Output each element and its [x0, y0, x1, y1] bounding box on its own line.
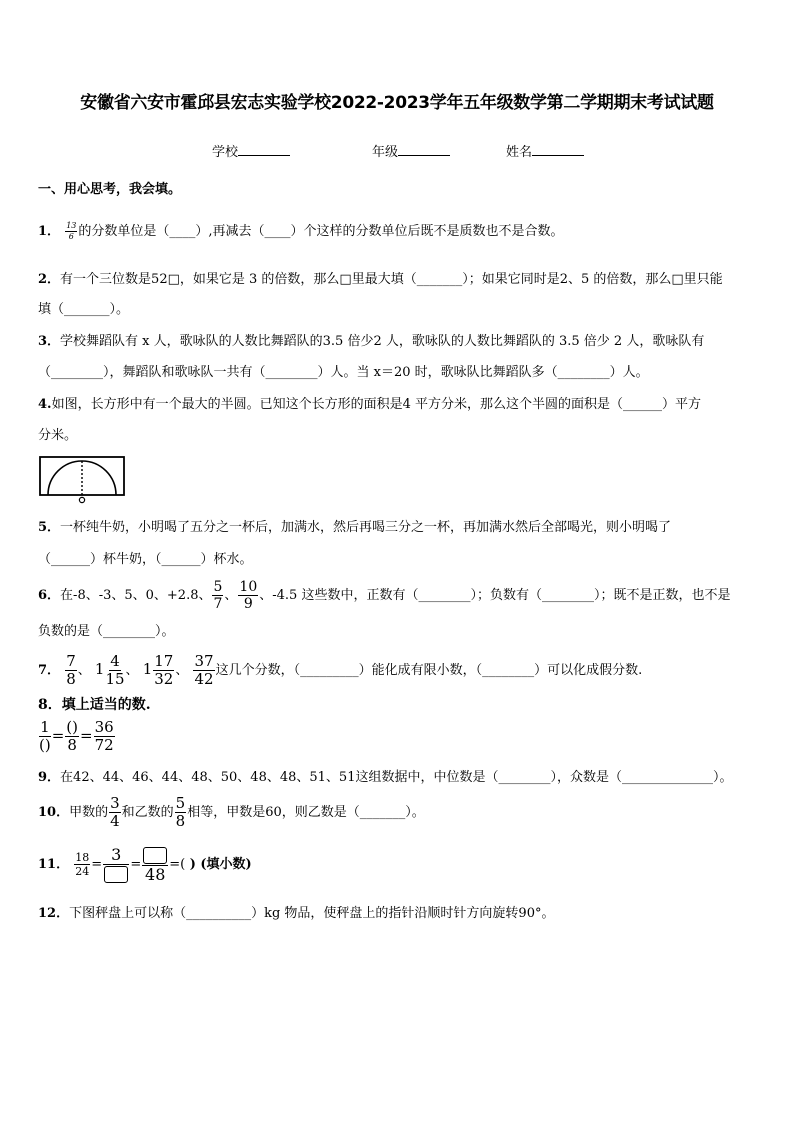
school-label: 学校: [212, 145, 239, 160]
question-2: [38, 272, 723, 288]
name-label: 姓名: [506, 145, 533, 160]
question-text: 甲数的: [69, 805, 109, 820]
school-blank[interactable]: [238, 143, 290, 156]
question-number: 7．: [38, 663, 61, 678]
question-number: 9．: [38, 770, 61, 785]
fraction: $\frac{18}{24}$: [75, 851, 90, 878]
question-text: 在-8、-3、5、0、+2.8、: [60, 588, 212, 603]
question-number: 8．: [38, 697, 62, 713]
question-text: 这几个分数，（_________）能化成有限小数，（________）可以化成假分数.: [215, 663, 643, 678]
separator: 、: [125, 663, 139, 678]
center-point: [79, 497, 84, 502]
fraction: $\frac{17}{32}$: [154, 652, 174, 688]
question-6: [38, 580, 730, 611]
fraction: $\frac{13}{6}$: [66, 221, 77, 241]
question-text: 填上适当的数.: [61, 697, 151, 713]
question-text: 的分数单位是（____）,再减去（____）个这样的分数单位后既不是质数也不是合数。: [78, 224, 564, 239]
question-12: [38, 906, 554, 922]
question-text: ) (填小数): [185, 857, 252, 872]
question-text: 一杯纯牛奶，小明喝了五分之一杯后，加满水，然后再喝三分之一杯，再加满水然后全部喝光，则小明喝了: [60, 520, 672, 535]
question-text: 下图秤盘上可以称（__________）kg 物品，使秤盘上的指针沿顺时针方向旋转90°。: [69, 906, 555, 921]
page-title: 安徽省六安市霍邱县宏志实验学校2022-2023学年五年级数学第二学期期末考试试题: [80, 93, 714, 113]
equals-sign: =(: [169, 857, 186, 872]
semicircle-in-rectangle-figure: [38, 455, 128, 507]
separator: 、: [224, 588, 238, 603]
fraction: $\frac{7}{8}$: [66, 652, 76, 688]
question-number: 5．: [38, 520, 61, 535]
fraction: $\frac{10}{9}$: [239, 579, 258, 612]
question-text: 学校舞蹈队有 x 人，歌咏队的人数比舞蹈队的3.5 倍少2 人，歌咏队的人数比舞蹈队的 3.5 倍少 2 人，歌咏队有: [60, 334, 705, 349]
mixed-whole: 1: [94, 660, 105, 678]
grade-field: [372, 141, 450, 160]
school-field: [212, 141, 290, 160]
fraction: $\frac{1}{()}$: [39, 718, 51, 754]
separator: 、: [175, 663, 189, 678]
answer-blank[interactable]: [143, 847, 167, 864]
question-number: 12．: [38, 906, 70, 921]
question-text: 、-4.5 这些数中，正数有（________）；负数有（________）；既不是正数，也不是: [259, 588, 731, 603]
mixed-whole: 1: [142, 660, 153, 678]
grade-blank[interactable]: [398, 143, 450, 156]
question-text: 相等，甲数是60，则乙数是（_______）。: [187, 805, 425, 820]
question-9: [38, 770, 732, 786]
question-number: 2．: [38, 272, 61, 287]
fraction: $\frac{36}{72}$: [94, 718, 114, 754]
question-4: [38, 397, 701, 413]
fraction: $\frac{3}{4}$: [110, 794, 120, 830]
question-number: 10．: [38, 805, 70, 820]
equals-sign: =: [80, 726, 93, 745]
question-8-equation: [38, 720, 116, 753]
blank-denominator[interactable]: [104, 865, 128, 883]
question-text: 在42、44、46、44、48、50、48、48、51、51这组数据中，中位数是（________），众数是（______________）。: [60, 770, 733, 785]
fraction: $\frac{37}{42}$: [194, 652, 214, 688]
question-6-line2: 负数的是（________）。: [38, 624, 175, 639]
question-2-line2: 填（_______）。: [38, 302, 130, 317]
separator: 、: [77, 663, 91, 678]
fraction: $\frac{()}{8}$: [66, 718, 79, 754]
question-3-line2: （________），舞蹈队和歌咏队一共有（________）人。当 x＝20 时，歌咏队比舞蹈队多（________）人。: [38, 365, 649, 380]
fraction: $\frac{4}{15}$: [105, 652, 125, 688]
equals-sign: =: [51, 726, 65, 745]
fraction: 48: [142, 847, 168, 883]
question-text: 有一个三位数是52□，如果它是 3 的倍数，那么□里最大填（_______）；如果它同时是2、5 的倍数，那么□里只能: [60, 272, 723, 287]
question-3: [38, 334, 704, 350]
question-10: [38, 796, 425, 830]
question-4-line2: 分米。: [38, 428, 78, 443]
equals-sign: =: [130, 857, 142, 872]
question-7: [38, 652, 642, 688]
question-5: [38, 520, 671, 536]
question-5-line2: （______）杯牛奶，（______）杯水。: [38, 552, 253, 567]
question-11: [38, 845, 252, 885]
name-field: [506, 141, 584, 160]
equals-sign: =: [91, 857, 103, 872]
grade-label: 年级: [372, 145, 399, 160]
fraction: 3: [103, 847, 129, 883]
answer-blank[interactable]: [104, 866, 128, 883]
question-text: 和乙数的: [121, 805, 174, 820]
question-1: [38, 222, 564, 241]
blank-numerator[interactable]: [142, 847, 168, 866]
question-number: 3．: [38, 334, 61, 349]
question-number: 11．: [38, 857, 70, 872]
question-number: 1．: [38, 224, 61, 239]
question-8: [38, 697, 151, 713]
question-text: 如图，长方形中有一个最大的半圆。已知这个长方形的面积是4 平方分米，那么这个半圆的面积是（______）平方: [51, 397, 701, 412]
fraction: $\frac{5}{7}$: [213, 579, 223, 612]
question-number: 4.: [38, 397, 52, 412]
name-blank[interactable]: [532, 143, 584, 156]
section-heading: 一、用心思考，我会填。: [38, 182, 182, 197]
question-number: 6．: [38, 588, 61, 603]
fraction: $\frac{5}{8}$: [175, 794, 186, 830]
